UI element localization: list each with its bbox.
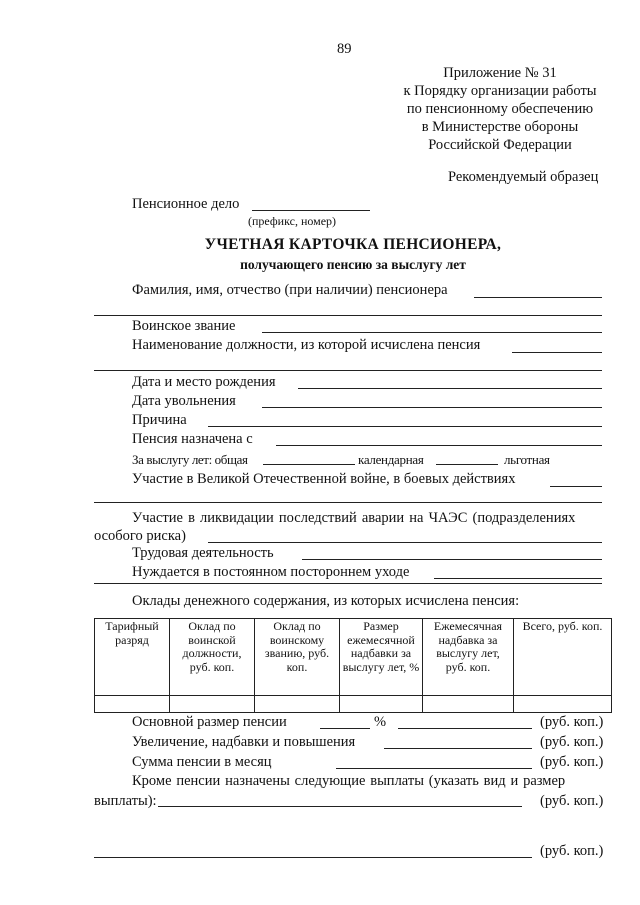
cell-position-salary[interactable] — [170, 696, 255, 713]
rank-label: Воинское звание — [132, 318, 236, 334]
position-label: Наименование должности, из которой исчислена пенсия — [132, 337, 481, 353]
extra-payments-label-2: выплаты): — [94, 793, 157, 809]
appendix-line-3: по пенсионному обеспечению — [406, 101, 594, 117]
rub-kop-1: (руб. коп.) — [540, 714, 604, 730]
rub-kop-4: (руб. коп.) — [540, 793, 604, 809]
card-title: УЧЕТНАЯ КАРТОЧКА ПЕНСИОНЕРА, — [204, 236, 502, 253]
appendix-line-1: Приложение № 31 — [443, 65, 557, 81]
header-bonus-percent: Размер ежемесячной надбавки за выслугу лет, % — [340, 619, 423, 696]
birth-line[interactable] — [298, 388, 602, 389]
base-pension-amount-line[interactable] — [398, 728, 532, 729]
chaes-label-2: особого риска) — [94, 528, 186, 544]
assigned-line[interactable] — [276, 445, 602, 446]
cell-bonus-rub[interactable] — [423, 696, 514, 713]
pension-case-hint: (префикс, номер) — [248, 214, 337, 228]
chaes-line[interactable] — [208, 542, 602, 543]
base-pension-percent-line[interactable] — [320, 728, 370, 729]
increase-line[interactable] — [384, 748, 532, 749]
extra-payments-line-1[interactable] — [158, 806, 522, 807]
labor-label: Трудовая деятельность — [132, 545, 274, 561]
reason-line[interactable] — [208, 426, 602, 427]
sum-line[interactable] — [336, 768, 532, 769]
service-general-line[interactable] — [263, 464, 355, 465]
cell-rank-salary[interactable] — [255, 696, 340, 713]
pension-case-label: Пенсионное дело — [132, 196, 240, 212]
cell-bonus-percent[interactable] — [340, 696, 423, 713]
assigned-label: Пенсия назначена с — [132, 431, 253, 447]
page-number: 89 — [337, 41, 352, 57]
pension-case-line[interactable] — [252, 210, 370, 211]
salary-table-header — [95, 619, 612, 696]
rub-kop-5: (руб. коп.) — [540, 843, 604, 859]
rub-kop-2: (руб. коп.) — [540, 734, 604, 750]
fio-line-2[interactable] — [94, 315, 602, 316]
birth-label: Дата и место рождения — [132, 374, 276, 390]
service-general-label: За выслугу лет: общая — [132, 452, 248, 467]
dismissal-line[interactable] — [262, 407, 602, 408]
header-rank-salary: Оклад по воинскому званию, руб. коп. — [255, 619, 340, 696]
care-line-1[interactable] — [434, 578, 602, 579]
care-line-2[interactable] — [94, 583, 602, 584]
service-calendar-line[interactable] — [436, 464, 498, 465]
cell-tariff[interactable] — [95, 696, 170, 713]
care-label: Нуждается в постоянном постороннем уходе — [132, 564, 410, 580]
header-bonus-rub: Ежемесячная надбавка за выслугу лет, руб. коп. — [423, 619, 514, 696]
rank-line[interactable] — [262, 332, 602, 333]
increase-label: Увеличение, надбавки и повышения — [132, 734, 356, 750]
service-calendar-label: календарная — [358, 452, 424, 467]
cell-total[interactable] — [514, 696, 612, 713]
service-preferential-label: льготная — [504, 452, 550, 467]
rub-kop-3: (руб. коп.) — [540, 754, 604, 770]
salary-table — [94, 618, 612, 713]
position-line-2[interactable] — [94, 370, 602, 371]
appendix-line-4: в Министерстве обороны — [421, 119, 579, 135]
header-total: Всего, руб. коп. — [514, 619, 612, 696]
dismissal-label: Дата увольнения — [132, 393, 236, 409]
percent-sign: % — [374, 714, 387, 730]
header-tariff: Тарифный разряд — [95, 619, 170, 696]
chaes-label-1: Участие в ликвидации последствий аварии на ЧАЭС (подразделениях — [132, 510, 576, 526]
recommended-sample: Рекомендуемый образец — [448, 169, 599, 185]
position-line-1[interactable] — [512, 352, 602, 353]
sum-label: Сумма пенсии в месяц — [132, 754, 272, 770]
reason-label: Причина — [132, 412, 187, 428]
card-subtitle: получающего пенсию за выслугу лет — [240, 257, 466, 272]
war-label: Участие в Великой Отечественной войне, в боевых действиях — [132, 471, 516, 487]
fio-line-1[interactable] — [474, 297, 602, 298]
labor-line-1[interactable] — [302, 559, 602, 560]
salary-title: Оклады денежного содержания, из которых исчислена пенсия: — [132, 593, 520, 609]
extra-payments-label-1: Кроме пенсии назначены следующие выплаты (указать вид и размер — [132, 773, 566, 789]
war-line-2[interactable] — [94, 502, 602, 503]
fio-label: Фамилия, имя, отчество (при наличии) пенсионера — [132, 282, 448, 298]
header-position-salary: Оклад по воинской должности, руб. коп. — [170, 619, 255, 696]
table-row[interactable] — [95, 696, 612, 713]
appendix-line-2: к Порядку организации работы — [403, 83, 597, 99]
base-pension-label: Основной размер пенсии — [132, 714, 287, 730]
extra-payments-line-2[interactable] — [94, 857, 532, 858]
appendix-line-5: Российской Федерации — [428, 137, 572, 153]
war-line-1[interactable] — [550, 486, 602, 487]
